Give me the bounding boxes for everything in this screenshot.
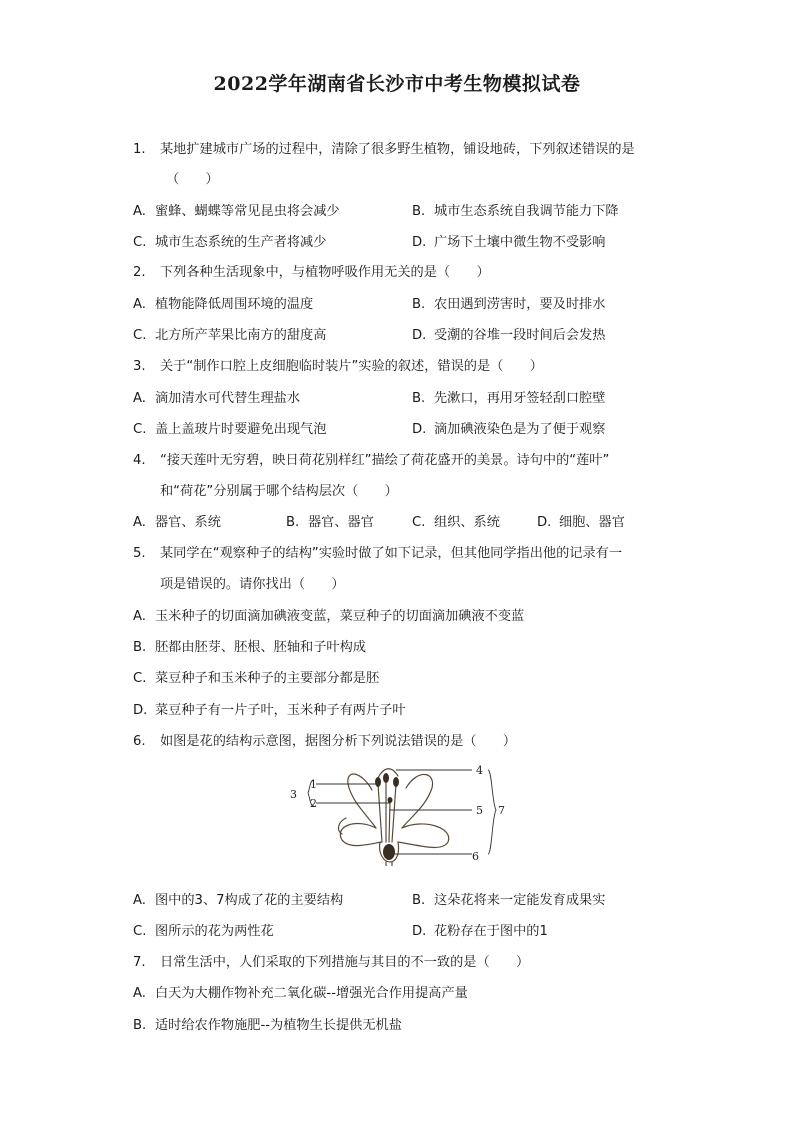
- question-6: [0, 733, 794, 751]
- question-number: 7.: [133, 955, 146, 970]
- question-number: 6.: [133, 734, 146, 749]
- option-text: 城市生态系统自我调节能力下降: [434, 204, 619, 219]
- label-3: 3: [290, 788, 297, 801]
- option-text: 植物能降低周围环境的温度: [155, 297, 314, 312]
- option-b[interactable]: [133, 1017, 402, 1035]
- option-b[interactable]: [412, 296, 605, 314]
- option-text: 滴加碘液染色是为了便于观察: [434, 422, 606, 437]
- option-c[interactable]: [133, 327, 326, 345]
- question-1: [0, 141, 794, 159]
- option-d[interactable]: [412, 234, 605, 252]
- option-text: 这朵花将来一定能发育成果实: [434, 893, 606, 908]
- option-text: 胚都由胚芽、胚根、胚轴和子叶构成: [155, 640, 366, 655]
- option-letter: C.: [412, 515, 426, 530]
- option-text: 菜豆种子有一片子叶，玉米种子有两片子叶: [155, 703, 406, 718]
- question-7: [0, 954, 794, 972]
- question-number: 2.: [133, 265, 146, 280]
- option-letter: A.: [133, 893, 146, 908]
- question-4: [0, 452, 794, 470]
- question-text: 日常生活中，人们采取的下列措施与其目的不一致的是（ ）: [160, 955, 530, 970]
- option-text: 受潮的谷堆一段时间后会发热: [434, 328, 606, 343]
- option-letter: C.: [133, 328, 147, 343]
- option-b[interactable]: [412, 390, 605, 408]
- petal-right-shape: [402, 774, 433, 828]
- option-d[interactable]: [133, 702, 406, 720]
- option-c[interactable]: [133, 670, 379, 688]
- option-text: 花粉存在于图中的1: [434, 924, 548, 939]
- option-letter: A.: [133, 391, 146, 406]
- anther-shape: [375, 777, 381, 787]
- option-a[interactable]: [133, 985, 468, 1003]
- option-b[interactable]: [133, 639, 366, 657]
- option-text: 玉米种子的切面滴加碘液变蓝，菜豆种子的切面滴加碘液不变蓝: [155, 609, 525, 624]
- question-number: 3.: [133, 359, 146, 374]
- option-letter: B.: [133, 640, 147, 655]
- ovary-shape: [383, 844, 395, 860]
- option-letter: A.: [133, 609, 146, 624]
- option-c[interactable]: [412, 514, 500, 532]
- question-number: 4.: [133, 453, 146, 468]
- option-a[interactable]: [133, 608, 524, 626]
- option-letter: B.: [412, 204, 426, 219]
- option-a[interactable]: [133, 296, 313, 314]
- question-text-continued: 和“荷花”分别属于哪个结构层次（ ）: [160, 484, 398, 499]
- petal-left-shape: [348, 774, 376, 828]
- page-title: 2022学年湖南省长沙市中考生物模拟试卷: [213, 73, 581, 95]
- question-number: 5.: [133, 546, 146, 561]
- label-6: 6: [472, 850, 479, 863]
- option-text: 组织、系统: [434, 515, 500, 530]
- question-text: “接天莲叶无穷碧，映日荷花别样红”描绘了荷花盛开的美景。诗句中的“莲叶”: [160, 453, 610, 468]
- option-d[interactable]: [412, 327, 605, 345]
- option-text: 图所示的花为两性花: [155, 924, 274, 939]
- option-letter: B.: [412, 391, 426, 406]
- option-letter: A.: [133, 204, 146, 219]
- label-1: 1: [310, 778, 317, 791]
- option-b[interactable]: [286, 514, 374, 532]
- option-b[interactable]: [412, 892, 605, 910]
- option-text: 滴加清水可代替生理盐水: [155, 391, 301, 406]
- option-a[interactable]: [133, 390, 300, 408]
- option-text: 适时给农作物施肥--为植物生长提供无机盐: [155, 1018, 402, 1033]
- option-a[interactable]: [133, 203, 340, 221]
- question-text-continued: 项是错误的。请你找出（ ）: [160, 577, 345, 592]
- option-text: 器官、系统: [155, 515, 221, 530]
- option-text: 图中的3、7构成了花的主要结构: [155, 893, 344, 908]
- option-letter: D.: [412, 422, 427, 437]
- question-text: 关于“制作口腔上皮细胞临时装片”实验的叙述，错误的是（ ）: [160, 359, 543, 374]
- question-2: [0, 264, 794, 282]
- question-text-continued: （ ）: [166, 172, 219, 187]
- label-2: 2: [310, 797, 317, 810]
- option-text: 器官、器官: [308, 515, 374, 530]
- option-letter: C.: [133, 422, 147, 437]
- label-7: 7: [498, 804, 505, 817]
- question-3: [0, 358, 794, 376]
- option-text: 菜豆种子和玉米种子的主要部分都是胚: [155, 671, 380, 686]
- option-text: 细胞、器官: [559, 515, 625, 530]
- option-letter: B.: [412, 893, 426, 908]
- option-c[interactable]: [133, 234, 326, 252]
- question-5: [0, 545, 794, 563]
- option-c[interactable]: [133, 923, 274, 941]
- option-d[interactable]: [537, 514, 625, 532]
- option-text: 城市生态系统的生产者将减少: [155, 235, 327, 250]
- option-letter: A.: [133, 986, 146, 1001]
- option-text: 先漱口，再用牙签轻刮口腔壁: [434, 391, 606, 406]
- option-letter: A.: [133, 515, 146, 530]
- option-letter: D.: [133, 703, 148, 718]
- question-text: 如图是花的结构示意图，据图分析下列说法错误的是（ ）: [160, 734, 517, 749]
- question-text: 某同学在“观察种子的结构”实验时做了如下记录，但其他同学指出他的记录有一: [160, 546, 623, 561]
- option-letter: D.: [412, 924, 427, 939]
- option-letter: B.: [412, 297, 426, 312]
- option-letter: B.: [286, 515, 300, 530]
- option-a[interactable]: [133, 514, 221, 532]
- option-text: 白天为大棚作物补充二氧化碳--增强光合作用提高产量: [155, 986, 468, 1001]
- option-text: 蜜蜂、蝴蝶等常见昆虫将会减少: [155, 204, 340, 219]
- label-4: 4: [476, 764, 483, 777]
- flower-structure-diagram: [286, 758, 508, 866]
- option-letter: D.: [412, 328, 427, 343]
- option-letter: C.: [133, 235, 147, 250]
- option-letter: D.: [412, 235, 427, 250]
- question-text: 下列各种生活现象中，与植物呼吸作用无关的是（ ）: [160, 265, 490, 280]
- option-b[interactable]: [412, 203, 619, 221]
- option-text: 盖上盖玻片时要避免出现气泡: [155, 422, 327, 437]
- question-number: 1.: [133, 142, 146, 157]
- option-letter: C.: [133, 671, 147, 686]
- option-letter: D.: [537, 515, 552, 530]
- option-text: 广场下土壤中微生物不受影响: [434, 235, 606, 250]
- option-letter: C.: [133, 924, 147, 939]
- option-d[interactable]: [412, 421, 605, 439]
- option-a[interactable]: [133, 892, 343, 910]
- question-text: 某地扩建城市广场的过程中，清除了很多野生植物，铺设地砖，下列叙述错误的是: [160, 142, 635, 157]
- option-text: 北方所产苹果比南方的甜度高: [155, 328, 327, 343]
- option-d[interactable]: [412, 923, 548, 941]
- label-5: 5: [476, 804, 483, 817]
- option-text: 农田遇到涝害时，要及时排水: [434, 297, 606, 312]
- option-c[interactable]: [133, 421, 326, 439]
- option-letter: A.: [133, 297, 146, 312]
- option-letter: B.: [133, 1018, 147, 1033]
